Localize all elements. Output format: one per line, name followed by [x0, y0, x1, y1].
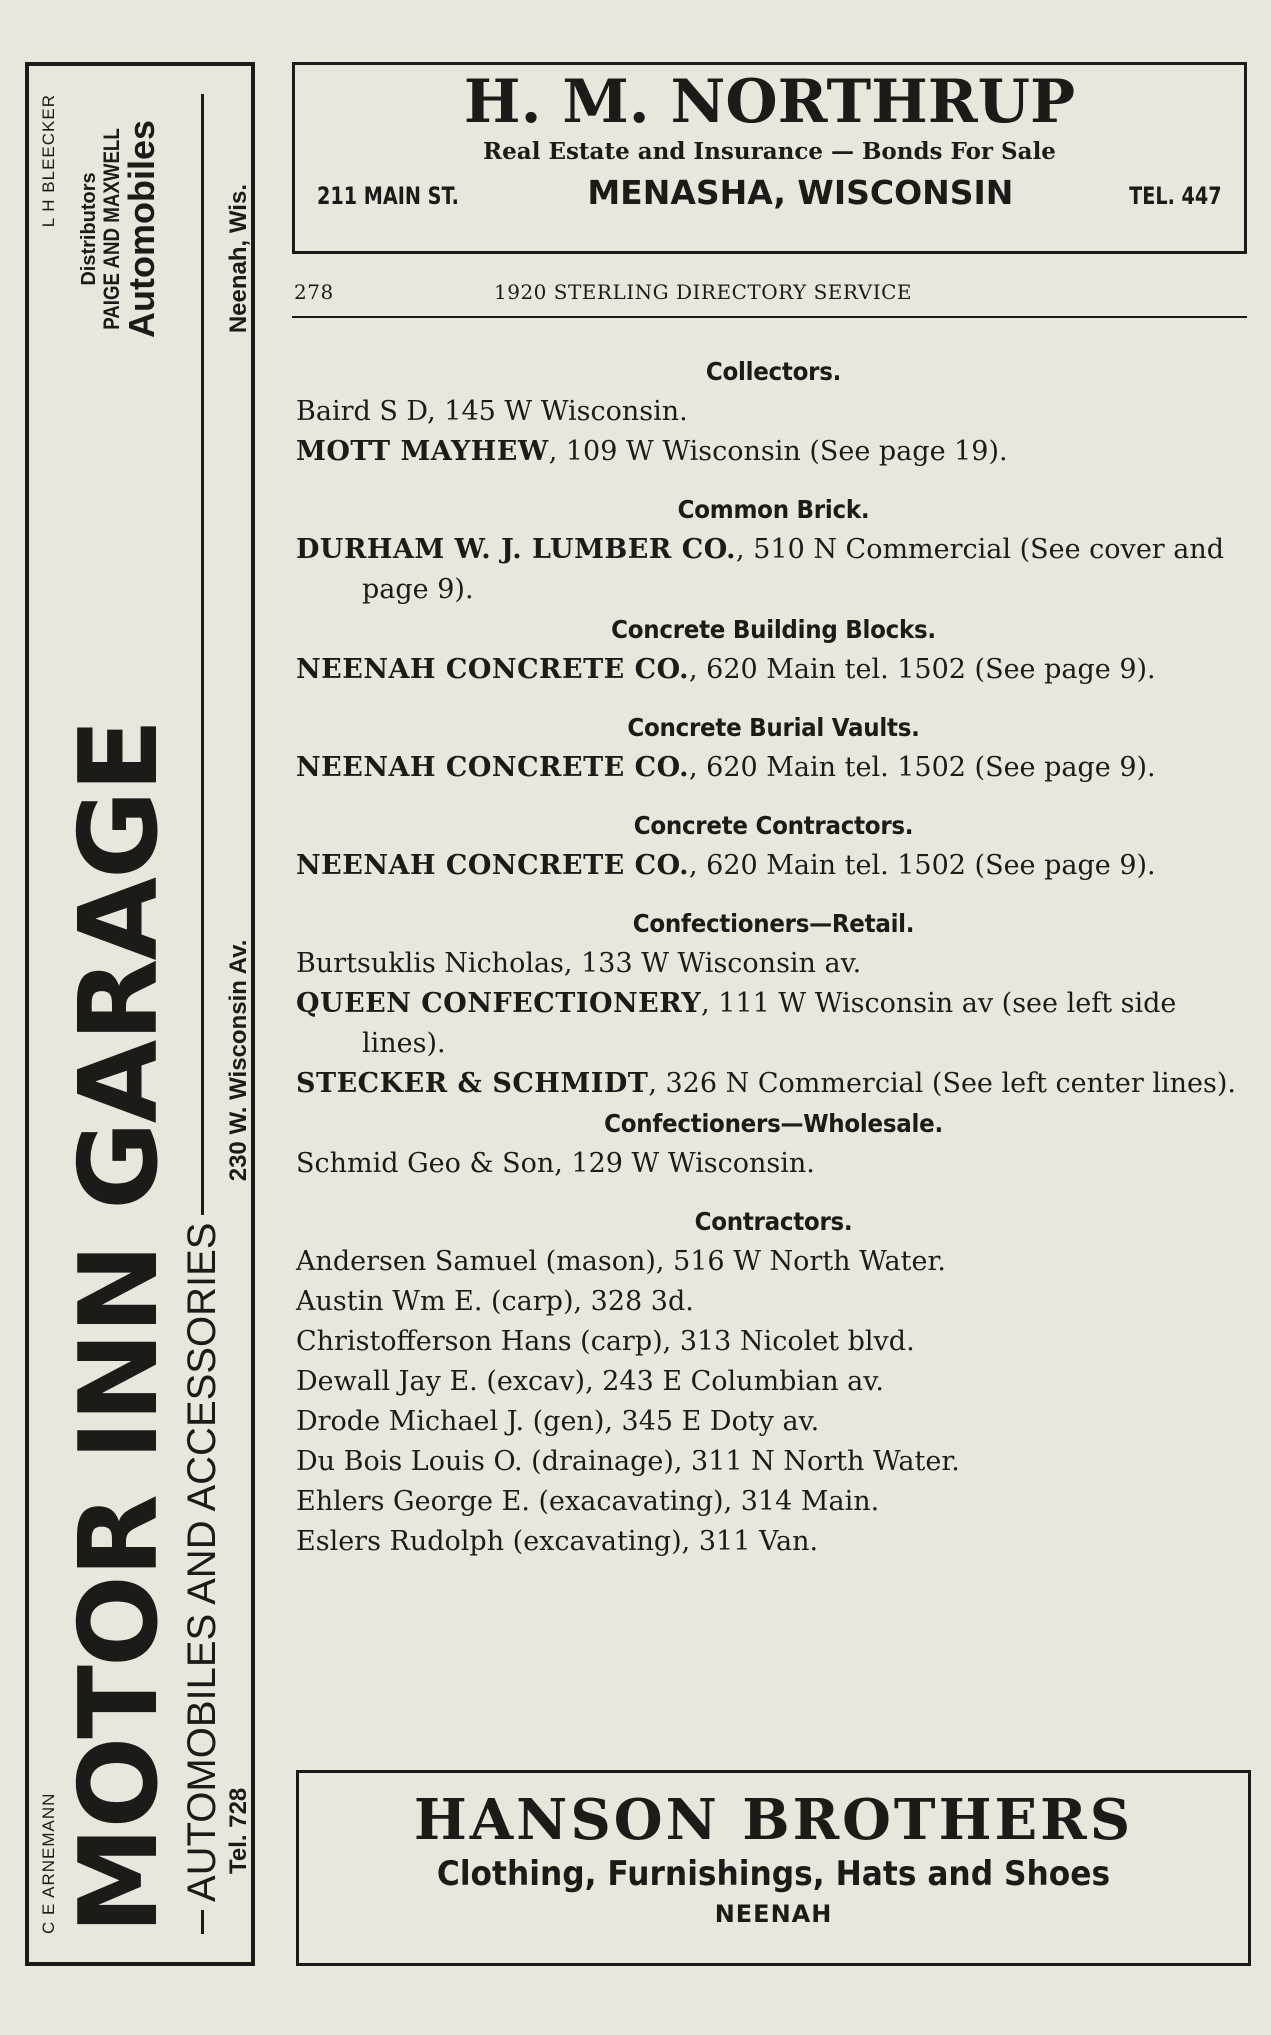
section-heading: Collectors. — [705, 357, 842, 386]
list-item: Burtsuklis Nicholas, 133 W Wisconsin av. — [296, 948, 862, 979]
business-name: QUEEN CONFECTIONERY — [296, 988, 702, 1019]
page-number: 278 — [294, 280, 334, 304]
list-item — [296, 432, 1251, 472]
business-details: , 109 W Wisconsin (See page 19). — [548, 436, 1008, 467]
side-advertisement — [25, 62, 255, 1966]
advertiser-city: MENASHA, WISCONSIN — [587, 173, 1014, 212]
bottom-advertisement — [296, 1770, 1251, 1966]
brand-block — [79, 94, 161, 364]
business-name: NEENAH CONCRETE CO. — [296, 654, 689, 685]
page-header — [292, 278, 1247, 318]
business-details: , 326 N Commercial (See left center lines). — [648, 1068, 1236, 1099]
business-details: , 620 Main tel. 1502 (See page 9). — [688, 850, 1156, 881]
business-name: NEENAH CONCRETE CO. — [296, 752, 689, 783]
business-name: NEENAH CONCRETE CO. — [296, 850, 689, 881]
distributors-label: Distributors — [78, 172, 101, 286]
proprietor-name: C E ARNEMANN — [39, 1792, 58, 1934]
list-item: Andersen Samuel (mason), 516 W North Water. — [296, 1246, 946, 1277]
list-item: Austin Wm E. (carp), 328 3d. — [296, 1286, 694, 1317]
section-heading: Confectioners—Wholesale. — [604, 1109, 943, 1138]
list-item: Schmid Geo & Son, 129 W Wisconsin. — [296, 1148, 815, 1179]
business-details: , 510 N Commercial (See cover and page 9). — [362, 534, 1225, 605]
list-item — [296, 846, 1251, 886]
advertiser-town: NEENAH — [714, 1899, 833, 1928]
brands-sub-label: Automobiles — [121, 120, 163, 339]
business-details: , 111 W Wisconsin av (see left side lines). — [362, 988, 1177, 1059]
distributor-name: L H BLEECKER — [39, 94, 58, 228]
side-ad-main-row — [57, 94, 182, 1934]
list-item — [296, 1064, 1251, 1104]
advertiser-telephone: TEL. 447 — [1129, 182, 1222, 210]
advertiser-address: 211 MAIN ST. — [317, 182, 459, 210]
list-item: Baird S D, 145 W Wisconsin. — [296, 396, 688, 427]
section-heading: Concrete Building Blocks. — [611, 615, 936, 644]
garage-tagline: AUTOMOBILES AND ACCESSORIES — [179, 1222, 224, 1902]
list-item: Drode Michael J. (gen), 345 E Doty av. — [296, 1406, 820, 1437]
garage-city: Neenah, Wis. — [225, 184, 252, 334]
business-details: , 620 Main tel. 1502 (See page 9). — [688, 752, 1156, 783]
list-item — [296, 984, 1251, 1064]
business-name: DURHAM W. J. LUMBER CO. — [296, 534, 737, 565]
section-heading: Concrete Burial Vaults. — [627, 713, 920, 742]
divider — [201, 94, 204, 1215]
business-details: , 620 Main tel. 1502 (See page 9). — [688, 654, 1156, 685]
advertiser-services: Real Estate and Insurance — Bonds For Sale — [483, 138, 1056, 165]
section-heading: Confectioners—Retail. — [632, 909, 915, 938]
divider — [201, 1910, 204, 1934]
section-heading: Concrete Contractors. — [633, 811, 914, 840]
directory-listings — [296, 352, 1251, 1562]
garage-address: 230 W. Wisconsin Av. — [225, 939, 252, 1182]
list-item: Christofferson Hans (carp), 313 Nicolet blvd. — [296, 1326, 915, 1357]
advertiser-name: H. M. NORTHRUP — [463, 67, 1076, 137]
list-item: Ehlers George E. (exacavating), 314 Main. — [296, 1486, 880, 1517]
list-item: Dewall Jay E. (excav), 243 E Columbian av. — [296, 1366, 884, 1397]
brands-label: PAIGE AND MAXWELL — [99, 128, 125, 330]
list-item — [296, 748, 1251, 788]
advertiser-name: HANSON BROTHERS — [413, 1787, 1134, 1853]
top-advertisement — [292, 62, 1247, 254]
section-heading: Contractors. — [694, 1207, 853, 1236]
business-name: MOTT MAYHEW — [296, 436, 549, 467]
side-ad-tagline-row — [179, 94, 225, 1934]
section-heading: Common Brick. — [677, 495, 870, 524]
list-item — [296, 650, 1251, 690]
list-item: Du Bois Louis O. (drainage), 311 N North Water. — [296, 1446, 960, 1477]
advertiser-goods: Clothing, Furnishings, Hats and Shoes — [436, 1853, 1111, 1894]
business-name: STECKER & SCHMIDT — [296, 1068, 649, 1099]
page-title: 1920 STERLING DIRECTORY SERVICE — [494, 280, 912, 304]
side-ad-contact-row — [225, 94, 253, 1934]
list-item: Eslers Rudolph (excavating), 311 Van. — [296, 1526, 819, 1557]
list-item — [296, 530, 1251, 610]
garage-telephone: Tel. 728 — [225, 1787, 252, 1874]
advertiser-contact-row — [295, 173, 1244, 212]
side-ad-rotated-content — [31, 68, 252, 1960]
garage-name: MOTOR INN GARAGE — [57, 720, 182, 1934]
